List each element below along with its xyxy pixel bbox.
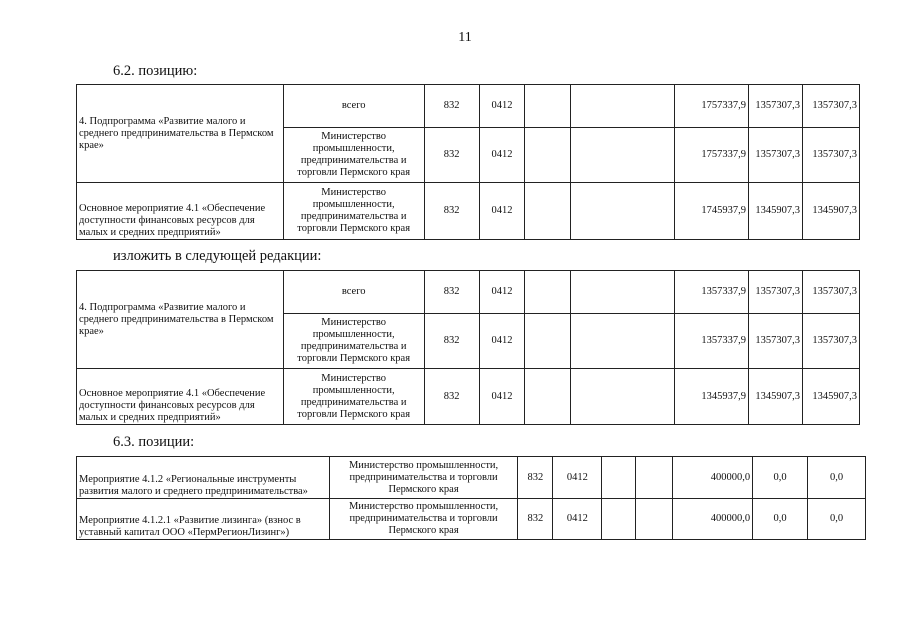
- row-code2: 0412: [479, 369, 525, 425]
- row-code1: 832: [518, 499, 553, 540]
- row-value-1: 1745937,9: [675, 183, 749, 240]
- row-value-2: 1357307,3: [748, 128, 802, 183]
- table-row: [77, 271, 860, 314]
- row-name: Основное мероприятие 4.1 «Обеспечение доступности финансовых ресурсов для малых и средних предприятий»: [77, 183, 284, 240]
- row-code2: 0412: [553, 457, 602, 499]
- row-value-3: 0,0: [808, 457, 866, 499]
- row-code1: 832: [518, 457, 553, 499]
- row-sub: Министерство промышленности, предпринимательства и торговли Пермского края: [283, 314, 424, 369]
- row-value-2: 1357307,3: [748, 271, 802, 314]
- row-empty-2: [571, 85, 675, 128]
- table-row: [77, 85, 860, 128]
- section-2-table: [76, 270, 860, 425]
- row-code1: 832: [424, 128, 479, 183]
- row-code1: 832: [424, 183, 479, 240]
- table-row: [77, 457, 866, 499]
- row-code2: 0412: [479, 85, 525, 128]
- row-value-2: 1345907,3: [748, 183, 802, 240]
- row-empty-2: [636, 457, 673, 499]
- row-name: Мероприятие 4.1.2 «Региональные инструменты развития малого и среднего предпринимательства»: [77, 457, 330, 499]
- table-row: [77, 183, 860, 240]
- table-row: [77, 499, 866, 540]
- row-value-1: 400000,0: [673, 499, 753, 540]
- row-name: Мероприятие 4.1.2.1 «Развитие лизинга» (взнос в уставный капитал ООО «ПермРегионЛизинг»): [77, 499, 330, 540]
- row-value-2: 1357307,3: [748, 85, 802, 128]
- row-code2: 0412: [479, 314, 525, 369]
- row-value-3: 1357307,3: [802, 314, 859, 369]
- row-value-1: 1757337,9: [675, 85, 749, 128]
- section-3-table: [76, 456, 866, 540]
- row-value-3: 1357307,3: [802, 85, 859, 128]
- row-value-2: 0,0: [753, 499, 808, 540]
- row-value-3: 0,0: [808, 499, 866, 540]
- row-name: 4. Подпрограмма «Развитие малого и среднего предпринимательства в Пермском крае»: [77, 85, 284, 183]
- row-value-2: 1345907,3: [748, 369, 802, 425]
- row-value-3: 1345907,3: [802, 369, 859, 425]
- row-sub: Министерство промышленности, предпринимательства и торговли Пермского края: [283, 369, 424, 425]
- row-name: 4. Подпрограмма «Развитие малого и среднего предпринимательства в Пермском крае»: [77, 271, 284, 369]
- section-2-heading: изложить в следующей редакции:: [113, 248, 322, 264]
- row-value-2: 0,0: [753, 457, 808, 499]
- row-empty-1: [525, 369, 571, 425]
- row-value-1: 1345937,9: [675, 369, 749, 425]
- row-value-1: 400000,0: [673, 457, 753, 499]
- row-code1: 832: [424, 271, 479, 314]
- row-value-3: 1345907,3: [802, 183, 859, 240]
- row-code2: 0412: [553, 499, 602, 540]
- row-sub: всего: [283, 271, 424, 314]
- row-value-1: 1357337,9: [675, 314, 749, 369]
- row-empty-1: [525, 271, 571, 314]
- row-empty-1: [525, 314, 571, 369]
- page-number: 11: [458, 30, 472, 45]
- row-sub: всего: [283, 85, 424, 128]
- row-empty-2: [571, 369, 675, 425]
- section-3-heading: 6.3. позиции:: [113, 434, 195, 450]
- row-empty-2: [571, 314, 675, 369]
- row-value-3: 1357307,3: [802, 271, 859, 314]
- row-code2: 0412: [479, 128, 525, 183]
- row-empty-1: [525, 85, 571, 128]
- section-1-heading: 6.2. позицию:: [113, 63, 198, 79]
- row-name: Основное мероприятие 4.1 «Обеспечение доступности финансовых ресурсов для малых и средних предприятий»: [77, 369, 284, 425]
- row-code1: 832: [424, 85, 479, 128]
- row-value-1: 1757337,9: [675, 128, 749, 183]
- row-code2: 0412: [479, 271, 525, 314]
- row-empty-2: [636, 499, 673, 540]
- row-sub: Министерство промышленности, предпринимательства и торговли Пермского края: [283, 128, 424, 183]
- row-empty-1: [602, 457, 636, 499]
- row-empty-2: [571, 271, 675, 314]
- row-empty-1: [602, 499, 636, 540]
- row-empty-2: [571, 128, 675, 183]
- row-value-3: 1357307,3: [802, 128, 859, 183]
- row-code1: 832: [424, 369, 479, 425]
- row-code1: 832: [424, 314, 479, 369]
- row-value-1: 1357337,9: [675, 271, 749, 314]
- row-empty-2: [571, 183, 675, 240]
- row-sub: Министерство промышленности, предпринимательства и торговли Пермского края: [329, 499, 518, 540]
- row-value-2: 1357307,3: [748, 314, 802, 369]
- row-empty-1: [525, 128, 571, 183]
- row-sub: Министерство промышленности, предпринимательства и торговли Пермского края: [283, 183, 424, 240]
- row-empty-1: [525, 183, 571, 240]
- row-sub: Министерство промышленности, предпринимательства и торговли Пермского края: [329, 457, 518, 499]
- section-1-table: [76, 84, 860, 240]
- table-row: [77, 369, 860, 425]
- row-code2: 0412: [479, 183, 525, 240]
